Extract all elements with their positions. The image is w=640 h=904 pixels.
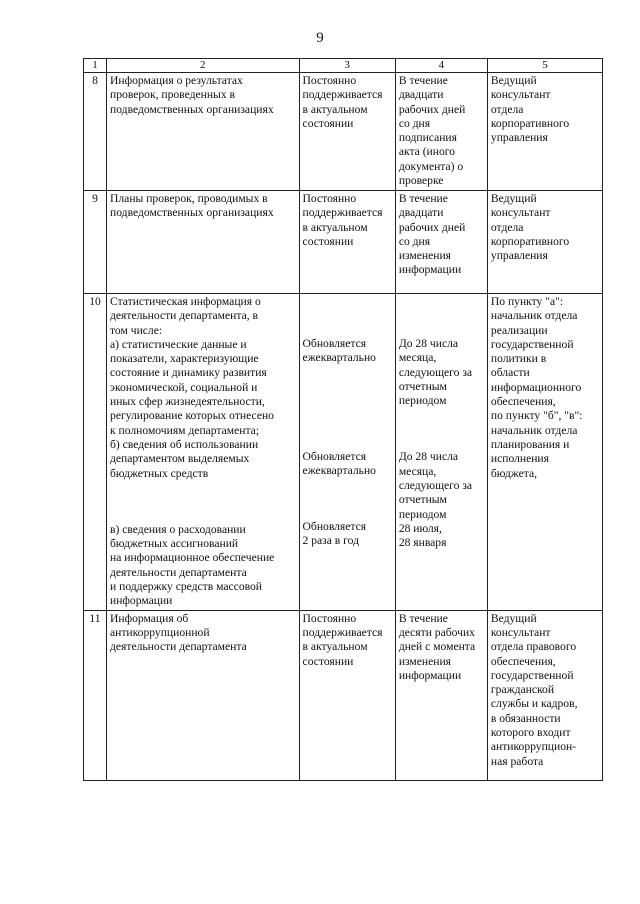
text-line: бюджетных средств [110,466,209,480]
responsible-text [491,74,599,145]
text-line: подведомственных организациях [110,102,274,116]
text-line: информационного [490,380,582,394]
deadline-item-a [399,337,484,408]
text-line: политики в [490,352,547,366]
info-cell [107,73,300,191]
text-line: департаментом выделяемых [110,452,250,466]
text-line: службы и кадров, [490,697,578,711]
row-number: 10 [84,294,107,611]
update-cell [299,73,395,191]
text-line: следующего за [398,365,473,379]
row-number: 9 [84,191,107,294]
text-line: иных сфер жизнедеятельности, [110,395,265,409]
row-number: 11 [84,610,107,780]
info-item-b [110,438,296,481]
text-line: проверок, проведенных в [110,88,235,102]
text-line: ная работа [490,754,544,768]
text-line: Постоянно [302,192,357,205]
text-line: отчетным [398,493,447,507]
text-line: Обновляется [302,337,367,350]
text-line: Ведущий [490,74,537,87]
text-line: состояние и динамику развития [110,366,267,380]
table-row [84,610,603,780]
text-line: государственной [490,668,574,682]
text-line: подведомственных организациях [110,206,274,220]
column-header-3: 3 [299,59,395,73]
text-line: и поддержку средств массовой [110,580,263,594]
text-line: десяти рабочих [398,625,475,639]
text-line: бюджета, [490,466,538,480]
text-line: периодом [398,507,447,521]
text-line: состоянии [302,116,354,130]
text-line: области [490,366,530,380]
text-line: информации [398,263,462,277]
text-line: антикоррупционной [110,625,210,639]
deadline-cell [395,73,487,191]
deadline-item-c [399,522,484,551]
text-line: гражданской [490,683,555,697]
text-line: документа) о [398,159,464,173]
info-item-c [110,523,296,609]
text-line: начальник отдела [490,309,578,323]
table-row [84,191,603,294]
text-line: в обязанности [490,711,561,725]
responsible-text [491,295,599,481]
text-line: В течение [398,192,448,205]
text-line: Постоянно [302,611,357,625]
text-line: консультант [490,88,551,102]
row-number: 8 [84,73,107,191]
deadline-item-b [399,450,484,521]
column-header-1: 1 [84,59,107,73]
text-line: двадцати [398,206,444,220]
text-line: деятельности департамента [110,640,247,654]
page-number: 9 [316,30,324,46]
text-line: в актуальном [302,102,368,116]
text-line: обеспечения, [490,654,556,668]
responsible-cell [487,73,602,191]
text-line: месяца, [398,464,437,478]
text-line: Постоянно [302,74,357,87]
text-line: отдела правового [490,640,577,654]
text-line: рабочих дней [398,102,466,116]
text-line: До 28 числа [398,337,459,350]
column-header-5: 5 [487,59,602,73]
text-line: По пункту "а": [490,295,564,308]
text-line: Планы проверок, проводимых в [110,192,268,205]
information-table [83,58,603,781]
deadline-cell [395,191,487,294]
info-text [110,192,296,221]
text-line: месяца, [398,351,437,365]
column-header-2: 2 [107,59,300,73]
text-line: реализации [490,323,548,337]
text-line: показатели, характеризующие [110,352,259,366]
text-line: информации [398,668,462,682]
text-line: ежеквартально [302,351,376,365]
info-cell [107,610,300,780]
text-line: подписания [398,131,457,145]
text-line: В течение [398,611,448,625]
responsible-text [491,612,599,769]
deadline-text [399,74,484,188]
table-row [84,294,603,611]
update-text [303,74,392,131]
text-line: поддерживается [302,206,383,220]
deadline-text [399,612,484,683]
text-line: состоянии [302,654,354,668]
update-text [303,612,392,669]
text-line: До 28 числа [398,450,459,464]
text-line: обеспечения, [490,395,556,409]
text-line: Обновляется [302,520,367,534]
text-line: Информация об [110,611,189,625]
text-line: двадцати [398,88,444,102]
text-line: 28 января [398,536,447,550]
text-line: корпоративного [490,234,570,248]
text-line: отчетным [398,379,447,393]
text-line: государственной [490,337,574,351]
text-line: Информация о результатах [110,74,243,87]
table-row [84,73,603,191]
text-line: периодом [398,394,447,408]
text-line: информации [110,594,173,608]
text-line: управления [490,249,548,263]
info-cell [107,191,300,294]
responsible-cell [487,294,602,611]
text-line: управления [490,131,548,145]
text-line: проверке [398,174,444,188]
text-line: в актуальном [302,640,368,654]
text-line: исполнения [490,452,549,466]
text-line: рабочих дней [398,220,466,234]
text-line: Ведущий [490,192,537,205]
text-line: в актуальном [302,220,368,234]
deadline-text [399,192,484,278]
text-line: бюджетных ассигнований [110,537,239,551]
text-line: со дня [398,116,431,130]
update-cell [299,191,395,294]
update-text [303,192,392,249]
text-line: в) сведения о расходовании [110,522,246,536]
text-line: консультант [490,206,551,220]
update-cell [299,610,395,780]
text-line: том числе: [110,323,163,337]
update-item-c [303,520,392,549]
text-line: на информационное обеспечение [110,551,275,565]
table-header-row [84,59,603,73]
text-line: деятельности департамента [110,565,247,579]
text-line: изменения [398,249,452,263]
responsible-cell [487,191,602,294]
text-line: начальник отдела [490,423,578,437]
responsible-text [491,192,599,263]
text-line: 28 июля, [398,521,442,535]
column-header-4: 4 [395,59,487,73]
text-line: деятельности департамента, в [110,309,258,323]
info-item-a [110,338,296,438]
text-line: Обновляется [302,449,367,463]
text-line: отдела [490,220,524,234]
info-text [110,74,296,117]
text-line: которого входит [490,726,571,740]
text-line: по пункту "б", "в": [490,409,583,423]
update-item-a [303,337,392,366]
info-text [110,612,296,655]
text-line: Ведущий [490,611,537,625]
text-line: со дня [398,234,431,248]
deadline-cell [395,294,487,611]
text-line: ежеквартально [302,463,376,477]
text-line: В течение [398,74,448,87]
update-cell [299,294,395,611]
responsible-cell [487,610,602,780]
update-item-b [303,450,392,479]
text-line: поддерживается [302,88,383,102]
text-line: консультант [490,625,551,639]
info-cell [107,294,300,611]
text-line: состоянии [302,234,354,248]
text-line: к полномочиям департамента; [110,423,260,437]
text-line: планирования и [490,437,570,451]
text-line: поддерживается [302,625,383,639]
text-line: экономической, социальной и [110,380,258,394]
text-line: антикоррупцион- [490,740,577,754]
text-line: акта (иного [398,145,456,159]
text-line: 2 раза в год [302,534,360,548]
info-intro-text [110,295,296,338]
text-line: а) статистические данные и [110,337,247,351]
text-line: следующего за [398,479,473,493]
text-line: изменения [398,654,452,668]
text-line: корпоративного [490,116,570,130]
text-line: регулирование которых отнесено [110,409,274,423]
text-line: дней с момента [398,640,476,654]
text-line: Статистическая информация о [110,295,261,308]
deadline-cell [395,610,487,780]
text-line: отдела [490,102,524,116]
text-line: б) сведения об использовании [110,437,259,451]
